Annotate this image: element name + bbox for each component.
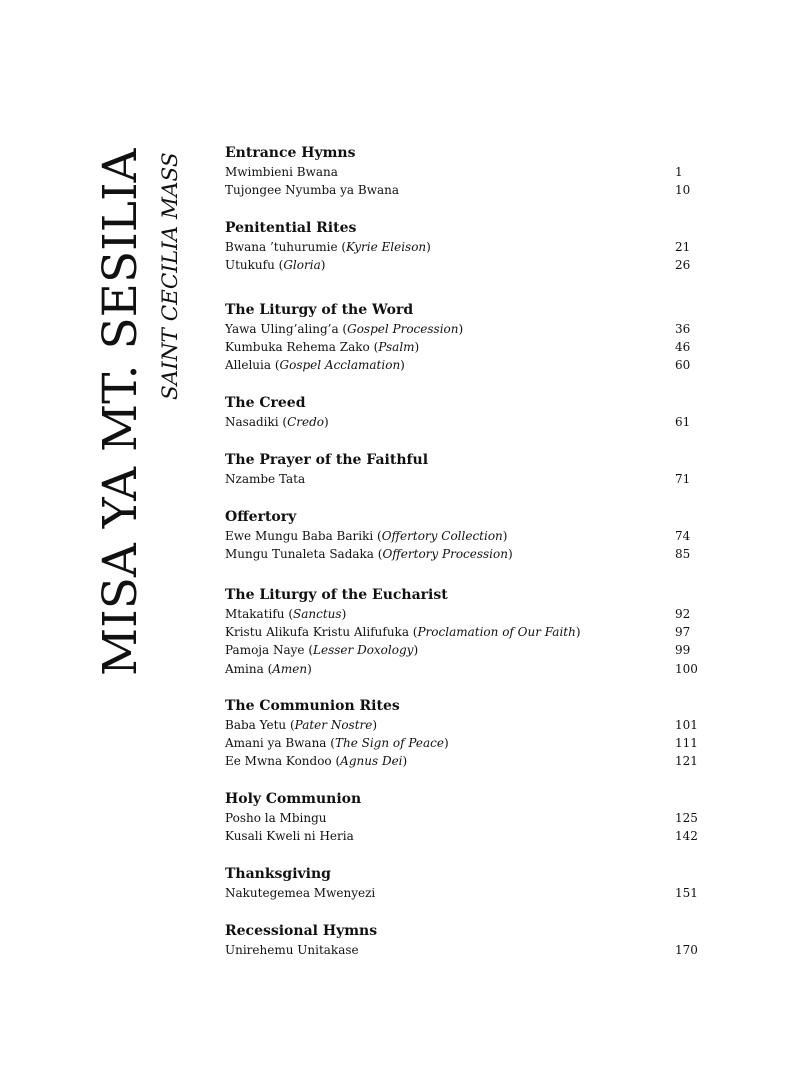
entry-page-number: 142 (675, 829, 698, 844)
entry-name: Posho la Mbingu (225, 811, 327, 825)
entry-page-number: 100 (675, 661, 698, 676)
entry-title: Yawa Uling’aling’a (Gospel Procession) (225, 322, 464, 336)
toc-section (225, 301, 695, 375)
entry-latin-name: The Sign of Peace (334, 736, 444, 751)
entry-page-number: 125 (675, 811, 698, 825)
entry-page-number: 26 (675, 258, 691, 273)
entry-latin-name: Agnus Dei (340, 754, 403, 769)
entry-name: Mwimbieni Bwana (225, 165, 338, 179)
toc-section (225, 790, 698, 845)
entry-name: Yawa Uling’aling’a (225, 322, 339, 336)
toc-entry[interactable] (225, 884, 698, 902)
entry-name: Amina (225, 661, 264, 676)
entry-name: Alleluia (225, 358, 272, 373)
entry-name: Amani ya Bwana (225, 736, 327, 751)
entry-latin-name: Gloria (283, 258, 321, 273)
entry-name: Unirehemu Unitakase (225, 943, 359, 957)
entry-name: Ewe Mungu Baba Bariki (225, 529, 374, 543)
toc-section (225, 865, 698, 902)
entry-title: Alleluia (Gospel Acclamation) (225, 358, 405, 373)
toc-entry[interactable] (225, 827, 698, 845)
section-heading: Holy Communion (225, 791, 362, 807)
entry-page-number: 71 (675, 472, 691, 486)
toc-entry[interactable] (225, 734, 698, 752)
entry-page-number: 46 (675, 340, 691, 355)
entry-title: Utukufu (Gloria) (225, 258, 326, 273)
section-heading: Thanksgiving (225, 866, 331, 882)
entry-page-number: 99 (675, 643, 691, 658)
entry-name: Baba Yetu (225, 718, 287, 732)
entry-page-number: 101 (675, 718, 698, 732)
entry-latin-name: Sanctus (293, 607, 342, 621)
entry-title (225, 181, 399, 199)
section-heading: The Liturgy of the Eucharist (225, 587, 448, 603)
entry-name: Bwana ’tuhurumie (225, 240, 338, 254)
section-heading: The Liturgy of the Word (225, 302, 414, 318)
entry-title: Kumbuka Rehema Zako (Psalm) (225, 340, 420, 355)
book-subtitle: SAINT CECILIA MASS (158, 152, 183, 400)
entry-latin-name: Offertory Collection (381, 529, 503, 543)
entry-latin-name: Gospel Procession (347, 322, 459, 336)
entry-page-number: 170 (675, 943, 698, 957)
entry-name: Pamoja Naye (225, 643, 305, 658)
entry-latin-name: Lesser Doxology (313, 643, 414, 658)
toc-entry[interactable] (225, 545, 695, 563)
entry-name: Mtakatifu (225, 607, 285, 621)
section-heading: Entrance Hymns (225, 145, 356, 161)
toc-entry[interactable] (225, 338, 695, 356)
entry-title: Pamoja Naye (Lesser Doxology) (225, 643, 419, 658)
entry-page-number: 61 (675, 415, 691, 429)
entry-latin-name: Offertory Procession (382, 547, 508, 562)
entry-page-number: 10 (675, 183, 691, 198)
entry-latin-name: Amen (272, 661, 308, 676)
section-heading: The Prayer of the Faithful (225, 452, 429, 468)
section-heading: Recessional Hymns (225, 923, 378, 939)
entry-latin-name: Pater Nostre (294, 718, 373, 732)
entry-latin-name: Credo (287, 415, 325, 429)
toc-entry[interactable] (225, 641, 695, 659)
entry-page-number: 36 (675, 322, 691, 336)
entry-title (225, 470, 305, 488)
toc-entry[interactable] (225, 356, 695, 374)
toc-entry[interactable] (225, 238, 695, 256)
entry-page-number: 92 (675, 607, 691, 621)
entry-title: Ee Mwna Kondoo (Agnus Dei) (225, 754, 408, 769)
entry-title: Mtakatifu (Sanctus) (225, 607, 347, 621)
entry-title: Amina (Amen) (225, 661, 312, 676)
entry-name: Ee Mwna Kondoo (225, 754, 332, 769)
entry-page-number: 151 (675, 886, 698, 900)
section-heading: The Communion Rites (225, 698, 400, 714)
entry-latin-name: Psalm (378, 340, 415, 355)
book-title: MISA YA MT. SESILIA (93, 148, 148, 676)
toc-section (225, 508, 695, 563)
toc-section (225, 922, 698, 959)
toc-entry[interactable] (225, 752, 698, 770)
toc-entry[interactable] (225, 256, 695, 274)
toc-entry[interactable] (225, 660, 698, 678)
entry-title: Amani ya Bwana (The Sign of Peace) (225, 736, 449, 751)
entry-name: Nasadiki (225, 415, 279, 429)
entry-latin-name: Gospel Acclamation (279, 358, 401, 373)
toc-section (225, 144, 695, 199)
entry-title: Bwana ’tuhurumie (Kyrie Eleison) (225, 240, 431, 254)
entry-page-number: 111 (675, 736, 698, 751)
entry-latin-name: Proclamation of Our Faith (417, 625, 576, 640)
toc-entry[interactable] (225, 163, 695, 181)
entry-title: Baba Yetu (Pater Nostre) (225, 718, 378, 732)
toc-entry[interactable] (225, 605, 695, 623)
entry-name: Kristu Alikufa Kristu Alifufuka (225, 625, 409, 640)
toc-entry[interactable] (225, 809, 698, 827)
entry-name: Kumbuka Rehema Zako (225, 340, 370, 355)
toc-section (225, 219, 695, 274)
entry-name: Tujongee Nyumba ya Bwana (225, 183, 400, 198)
entry-name: Utukufu (225, 258, 275, 273)
toc-entry[interactable] (225, 527, 695, 545)
toc-entry[interactable] (225, 181, 695, 199)
toc-section (225, 451, 695, 488)
toc-section (225, 586, 698, 678)
section-heading: The Creed (225, 395, 306, 411)
entry-name: Nakutegemea Mwenyezi (225, 886, 376, 900)
entry-title (225, 884, 375, 902)
entry-latin-name: Kyrie Eleison (346, 240, 427, 254)
entry-title (225, 941, 359, 959)
toc-entry[interactable] (225, 716, 698, 734)
toc-entry[interactable] (225, 320, 695, 338)
entry-page-number: 121 (675, 754, 698, 769)
entry-page-number: 74 (675, 529, 691, 543)
entry-name: Kusali Kweli ni Heria (225, 829, 354, 844)
entry-title (225, 163, 338, 181)
entry-page-number: 97 (675, 625, 691, 640)
toc-entry[interactable] (225, 941, 698, 959)
section-heading: Offertory (225, 509, 297, 525)
entry-page-number: 85 (675, 547, 691, 562)
entry-title (225, 827, 354, 845)
toc-section (225, 394, 695, 431)
entry-title (225, 809, 327, 827)
entry-title: Nasadiki (Credo) (225, 415, 329, 429)
entry-name: Nzambe Tata (225, 472, 306, 486)
entry-page-number: 60 (675, 358, 691, 373)
entry-page-number: 1 (675, 165, 683, 179)
entry-title: Kristu Alikufa Kristu Alifufuka (Proclamation of Our Faith) (225, 625, 581, 640)
toc-entry[interactable] (225, 470, 695, 488)
section-heading: Penitential Rites (225, 220, 357, 236)
entry-page-number: 21 (675, 240, 691, 254)
toc-entry[interactable] (225, 413, 695, 431)
toc-section (225, 697, 698, 771)
entry-name: Mungu Tunaleta Sadaka (225, 547, 374, 562)
entry-title: Mungu Tunaleta Sadaka (Offertory Procession) (225, 547, 513, 562)
entry-title: Ewe Mungu Baba Bariki (Offertory Collection) (225, 529, 508, 543)
toc-entry[interactable] (225, 623, 695, 641)
